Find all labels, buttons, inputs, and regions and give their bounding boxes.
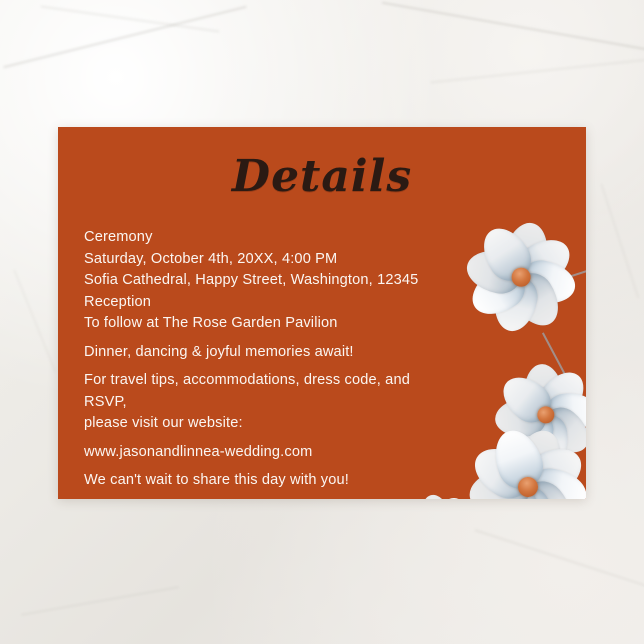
marble-vein <box>41 5 219 32</box>
flower-petal <box>501 219 553 281</box>
detail-line-ceremony-heading: Ceremony <box>84 229 153 245</box>
flower-petal <box>494 368 558 430</box>
card-title: Details <box>231 151 413 202</box>
marble-vein <box>601 183 640 298</box>
marble-vein <box>3 6 246 68</box>
marble-vein <box>431 59 644 83</box>
marble-vein <box>475 529 644 593</box>
flower-petal <box>466 438 540 499</box>
flower-petal <box>489 273 541 335</box>
flower-petal <box>499 403 561 467</box>
flower-petal <box>466 465 532 499</box>
wedding-details-card <box>58 127 586 499</box>
flower-petal <box>463 245 525 297</box>
flower-center <box>510 266 532 288</box>
flower-petal <box>428 492 471 499</box>
flower-petal <box>544 390 586 434</box>
detail-line-reception-heading: Reception <box>84 293 152 310</box>
flower-petal <box>524 465 586 499</box>
detail-line-travel-info-2: please visit our website: <box>84 415 243 431</box>
flower-center <box>536 405 555 424</box>
flower-petal <box>506 487 551 499</box>
detail-line-ceremony-datetime: Saturday, October 4th, 20XX, 4:00 PM <box>84 250 338 267</box>
flower-petal <box>473 473 545 499</box>
flower-right-lower <box>452 411 586 499</box>
flower-bottom-right <box>451 488 568 499</box>
card-body <box>84 227 454 492</box>
detail-line-closing: We can't wait to share this day with you! <box>84 472 349 488</box>
marble-vein <box>382 2 644 53</box>
detail-line-reception-note: Dinner, dancing & joyful memories await! <box>84 343 354 360</box>
flower-stem <box>542 332 572 386</box>
flower-petal <box>527 413 571 468</box>
flower-stem <box>528 427 586 448</box>
flower-petal <box>503 266 568 335</box>
flower-petal <box>531 363 586 427</box>
flower-center <box>515 474 541 499</box>
flower-petal <box>417 492 453 499</box>
flower-petal <box>517 438 586 499</box>
flower-petal <box>493 396 548 440</box>
flower-petal <box>487 424 549 495</box>
flower-right-middle <box>490 359 586 471</box>
detail-line-website: www.jasonandlinnea-wedding.com <box>84 443 313 460</box>
flower-stem <box>510 267 586 296</box>
marble-vein <box>14 269 57 372</box>
marble-vein <box>21 586 179 615</box>
flower-petal <box>511 473 583 499</box>
flower-petal <box>521 362 565 417</box>
detail-line-ceremony-venue: Sofia Cathedral, Happy Street, Washington, 12345 <box>84 272 419 288</box>
flower-petal <box>474 219 539 288</box>
detail-line-reception-venue: To follow at The Rose Garden Pavilion <box>84 315 338 331</box>
detail-line-travel-info-1: For travel tips, accommodations, dress code, and RSVP, <box>84 372 410 410</box>
